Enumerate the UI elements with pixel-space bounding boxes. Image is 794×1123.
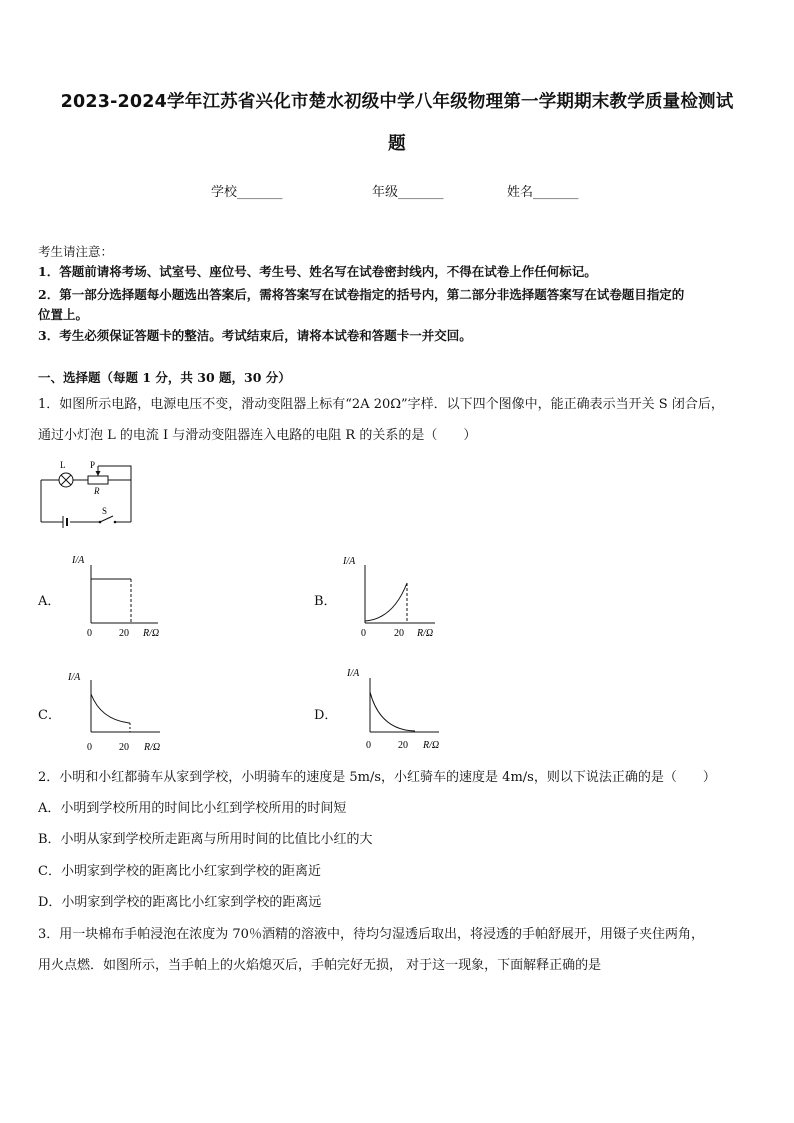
- q1-option-a-graph[interactable]: [70, 551, 180, 641]
- q1-option-d-label[interactable]: D．: [314, 708, 338, 723]
- q2-stem: 2．小明和小红都骑车从家到学校，小明骑车的速度是 5m/s，小红骑车的速度是 4m/s，则以下说法正确的是（ ）: [38, 770, 716, 785]
- q1-option-c-label[interactable]: C．: [38, 708, 61, 723]
- resistor-label: R: [94, 486, 100, 496]
- q2-option-b[interactable]: B．小明从家到学校所走距离与所用时间的比值比小红的大: [38, 832, 373, 847]
- x-tick-20: 20: [394, 628, 404, 639]
- x-tick-20: 20: [119, 742, 129, 753]
- page-title: 2023-2024学年江苏省兴化市楚水初级中学八年级物理第一学期期末教学质量检测试: [60, 92, 734, 112]
- q2-option-a[interactable]: A．小明到学校所用的时间比小红到学校所用的时间短: [38, 801, 347, 816]
- notice-item-1: 1．答题前请将考场、试室号、座位号、考生号、姓名写在试卷密封线内，不得在试卷上作任何标记。: [38, 264, 597, 279]
- slider-label: P: [90, 460, 96, 470]
- q1-option-c-graph[interactable]: [66, 668, 176, 758]
- q1-option-b-label[interactable]: B．: [314, 594, 337, 609]
- switch-label: S: [102, 506, 108, 516]
- grade-field: 年级_______: [372, 185, 444, 200]
- school-field: 学校_______: [211, 185, 283, 200]
- y-axis-label: I/A: [68, 672, 81, 683]
- q1-stem-line2: 通过小灯泡 L 的电流 I 与滑动变阻器连入电路的电阻 R 的关系的是（ ）: [38, 428, 477, 443]
- x-tick-0: 0: [87, 742, 92, 753]
- q1-option-d-graph[interactable]: [345, 664, 455, 754]
- x-tick-20: 20: [119, 628, 129, 639]
- x-tick-0: 0: [361, 628, 366, 639]
- notice-item-2-cont: 位置上。: [38, 307, 89, 322]
- section-heading: 一、选择题（每题 1 分，共 30 题，30 分）: [38, 370, 291, 385]
- x-axis-label: R/Ω: [144, 742, 161, 753]
- x-axis-label: R/Ω: [423, 740, 440, 751]
- x-tick-0: 0: [366, 740, 371, 751]
- x-tick-0: 0: [87, 628, 92, 639]
- x-axis-label: R/Ω: [143, 628, 160, 639]
- lamp-icon: [59, 473, 73, 487]
- q3-stem-line2: 用火点燃．如图所示，当手帕上的火焰熄灭后，手帕完好无损， 对于这一现象，下面解释正确的是: [38, 958, 602, 973]
- x-tick-20: 20: [398, 740, 408, 751]
- q2-option-d[interactable]: D．小明家到学校的距离比小红家到学校的距离远: [38, 895, 322, 910]
- notice-item-2: 2．第一部分选择题每小题选出答案后，需将答案写在试卷指定的括号内，第二部分非选择题答案写在试卷题目指定的: [38, 287, 685, 302]
- y-axis-label: I/A: [72, 555, 85, 566]
- name-field: 姓名_______: [507, 185, 579, 200]
- q1-option-b-graph[interactable]: [341, 551, 451, 641]
- q2-option-c[interactable]: C．小明家到学校的距离比小红家到学校的距离近: [38, 864, 321, 879]
- page-title-continued: 题: [388, 134, 406, 154]
- x-axis-label: R/Ω: [417, 628, 434, 639]
- y-axis-label: I/A: [347, 668, 360, 679]
- circuit-diagram: [36, 456, 136, 528]
- q3-stem-line1: 3．用一块棉布手帕浸泡在浓度为 70％酒精的溶液中，待均匀湿透后取出，将浸透的手帕舒展开，用镊子夹住两角，: [38, 927, 704, 942]
- y-axis-label: I/A: [343, 556, 356, 567]
- notice-item-3: 3．考生必须保证答题卡的整洁。考试结束后，请将本试卷和答题卡一并交回。: [38, 328, 472, 343]
- lamp-label: L: [60, 460, 66, 470]
- q1-option-a-label[interactable]: A．: [38, 594, 61, 609]
- q1-stem-line1: 1．如图所示电路，电源电压不变，滑动变阻器上标有“2A 20Ω”字样．以下四个图像中，能正确表示当开关 S 闭合后，: [38, 397, 724, 412]
- notice-heading: 考生请注意：: [38, 244, 114, 259]
